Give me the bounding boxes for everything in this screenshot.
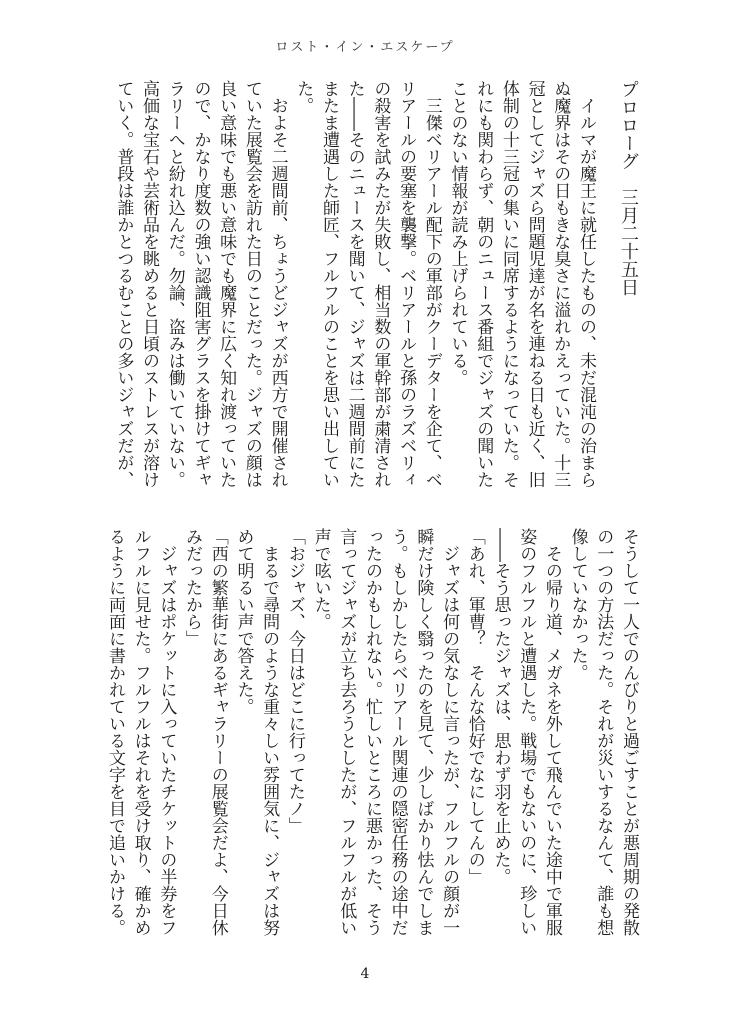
text-line: リアールの要塞を襲撃。ベリアールと孫のラズベリィ [396,80,417,488]
text-line: ていく。普段は誰かとつるむことの多いジャズだが、 [113,80,134,488]
text-line: 姿のフルフルと遭遇した。戦場でもないのに、珍しい [516,528,537,936]
text-line: 「西の繁華街にあるギャラリーの展覧会だよ、今日休 [207,528,228,936]
upper-text-block [110,80,641,492]
text-line: 良い意味でも悪い意味でも魔界に広く知れ渡っていた [216,80,237,488]
text-line: 像していなかった。 [567,528,588,681]
text-line: ――そう思ったジャズは、思わず羽を止めた。 [490,528,511,885]
text-line: 言ってジャズが立ち去ろうとしたが、フルフルが低い [336,528,357,936]
text-line: およそ二週間前、ちょうどジャズが西方で開催され [267,80,288,488]
running-header: ロスト・イン・エスケープ [275,40,455,55]
text-line: ことのない情報が読み上げられている。 [447,80,468,386]
text-line: の殺害を試みたが失敗し、相当数の軍幹部が粛清され [370,80,391,488]
text-line: るように両面に書かれている文字を目で追いかける。 [104,528,125,936]
text-line: ルフルに見せた。フルフルはそれを受け取り、確かめ [130,528,151,936]
text-line: た。 [293,80,314,114]
text-line: 冠としてジャズら問題児達が名を連ねる日も近く、旧 [524,80,545,488]
text-line: ぬ魔界はその日もきな臭さに溢れかえっていた。十三 [550,80,571,488]
text-line: そうして一人でのんびりと過ごすことが悪周期の発散 [619,528,639,936]
text-line: 声で呟いた。 [310,528,331,630]
lower-text-block [101,528,641,940]
text-line: 瞬だけ険しく翳ったのを見て、少しばかり怯んでしま [413,528,434,936]
text-line: ジャズはポケットに入っていたチケットの半券をフ [156,528,177,936]
chapter-title: プロローグ 三月二十五日 [618,80,639,296]
page-number: 4 [360,966,370,982]
text-line: ったのかもしれない。忙しいところに悪かった、そう [361,528,382,936]
text-line: めて明るい声で答えた。 [233,528,254,715]
text-line: た――そのニュースを聞いて、ジャズは二週間前にた [344,80,365,488]
text-line: その帰り道、メガネを外して飛んでいた途中で軍服 [541,528,562,936]
text-line: う。もしかしたらベリアール関連の隠密任務の途中だ [387,528,408,936]
text-line: 「おジャズ、今日はどこに行ってたノ」 [284,528,305,834]
text-line: れにも関わらず、朝のニュース番組でジャズの聞いた [473,80,494,488]
text-line: ラリーへと紛れ込んだ。勿論、盗みは働いていない。 [164,80,185,488]
text-line: またま遭遇した師匠、フルフルのことを思い出してい [318,80,339,488]
text-line: ジャズは何の気なしに言ったが、フルフルの顔が一 [439,528,460,936]
text-line: 高価な宝石や芸術品を眺めると日頃のストレスが溶け [139,80,160,488]
text-line: 三傑ベリアール配下の軍部がクーデターを企て、ベ [421,80,442,488]
text-line: ていた展覧会を訪れた日のことだった。ジャズの顔は [241,80,262,488]
text-line: まるで尋問のような重々しい雰囲気に、ジャズは努 [259,528,280,936]
text-line: ので、かなり度数の強い認識阻害グラスを掛けてギャ [190,80,211,488]
text-line: 体制の十三冠の集いに同席するようになっていた。そ [498,80,519,488]
text-line: の一つの方法だった。それが災いするなんて、誰も想 [593,528,614,936]
text-line: 「あれ、軍曹？ そんな恰好でなにしてんの」 [464,528,485,885]
text-line: イルマが魔王に就任したものの、未だ混沌の治まら [576,80,596,488]
text-line: みだったから」 [182,528,203,647]
